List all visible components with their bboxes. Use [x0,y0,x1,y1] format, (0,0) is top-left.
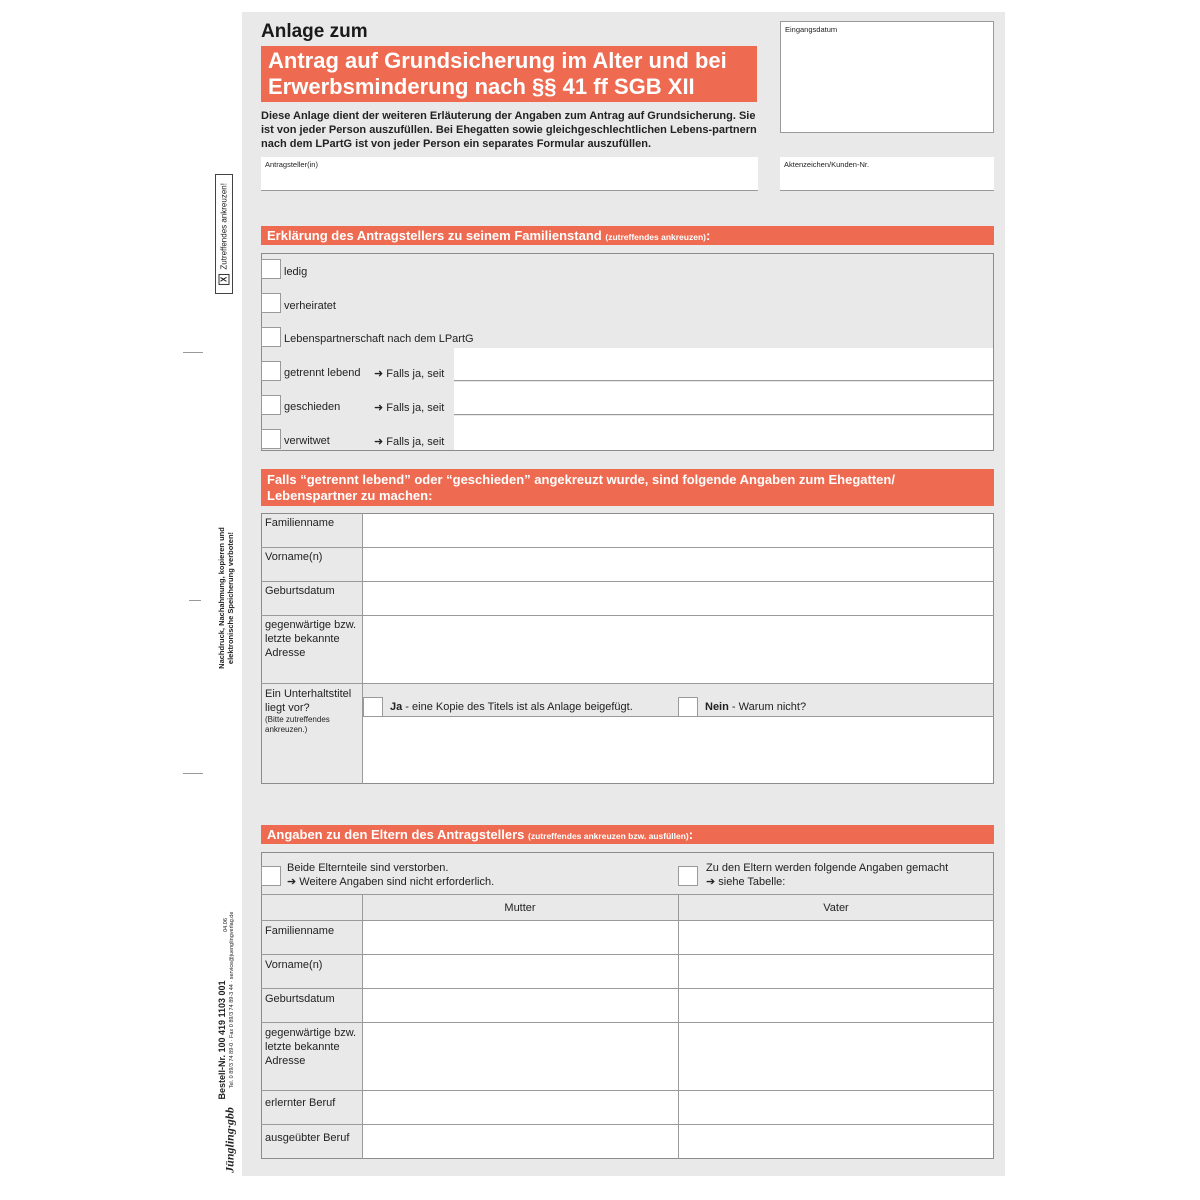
option-separated-label: getrennt lebend [284,367,361,379]
checkbox-parents-deceased[interactable] [261,866,281,886]
section2-title-text: Falls “getrennt lebend” oder “geschieden” angekreuzt wurde, sind folgende Angaben zum Ehegatten/ Lebenspartner zu machen: [267,472,895,503]
maintenance-yes-text: - eine Kopie des Titels ist als Anlage beigefügt. [402,701,633,713]
section3-title-note: (zutreffendes ankreuzen bzw. ausfüllen) [528,831,689,841]
maintenance-question-label: Ein Unterhaltstitel liegt vor? [265,688,352,714]
intro-text: Diese Anlage dient der weiteren Erläuterung der Angaben zum Antrag auf Grundsicherung. Sie ist von jeder Person auszufüllen. Bei Ehegatten sowie gleichgeschlechtlichen Lebens-partnern nach dem LPartG ist von jeder Person ein separates Formular auszufüllen. [261,110,757,150]
mother-lastname-field[interactable] [363,921,678,954]
row-divider [261,683,994,684]
widowed-since-field[interactable] [454,416,993,450]
copyright-line-1: Nachdruck, Nachahmung, kopieren und [217,527,226,669]
file-number-field[interactable] [780,157,994,191]
option-divorced-label: geschieden [284,401,341,413]
widowed-since-label: ➜ Falls ja, seit [374,436,445,448]
maintenance-reason-field[interactable] [363,717,993,783]
row-divider [261,894,994,895]
copyright-note [217,527,235,669]
separated-since-label: ➜ Falls ja, seit [374,368,445,380]
mother-birthdate-field[interactable] [363,989,678,1022]
parents-info-line-1: Zu den Eltern werden folgende Angaben gemacht [706,862,949,874]
mother-firstname-field[interactable] [363,955,678,988]
mother-trained-job-field[interactable] [363,1091,678,1124]
section-parents-title [261,825,994,844]
separated-since-field[interactable] [454,348,993,381]
maintenance-question [265,687,360,735]
checkbox-partnership[interactable] [261,327,281,347]
checkbox-divorced[interactable] [261,395,281,415]
column-father-header: Vater [823,902,849,914]
father-firstname-field[interactable] [679,955,993,988]
version-code: 04.06 [223,918,229,932]
mother-current-job-field[interactable] [363,1125,678,1158]
parents-info-line-2: ➔ siehe Tabelle: [706,876,786,888]
fold-mark [183,352,203,353]
check-mark: X [219,274,230,285]
spouse-lastname-label: Familienname [265,517,335,529]
option-partnership-label: Lebenspartnerschaft nach dem LPartG [284,333,474,345]
section1-title-note: (zutreffendes ankreuzen) [605,232,706,242]
spouse-birthdate-field[interactable] [363,582,993,615]
contact-line: Tel. 0 89/3 74 89-0 · Fax 0 89/3 74 89-3 44 · service@juenglingverlag.de [229,911,235,1089]
receipt-date-field[interactable] [780,21,994,133]
maintenance-yes-bold: Ja [390,701,403,713]
parents-address-label: gegenwärtige bzw. letzte bekannte Adresse [265,1027,357,1067]
spouse-lastname-field[interactable] [363,514,993,547]
checkbox-separated[interactable] [261,361,281,381]
checkbox-maintenance-no[interactable] [678,697,698,717]
form-title-line-1: Antrag auf Grundsicherung im Alter und bei [268,48,727,73]
parents-deceased-line-2: ➔ Weitere Angaben sind nicht erforderlich. [287,876,495,888]
father-current-job-field[interactable] [679,1125,993,1158]
check-hint-box [215,174,233,294]
parents-firstname-label: Vorname(n) [265,959,323,971]
maintenance-no-label [705,701,806,713]
option-widowed-label: verwitwet [284,435,330,447]
parents-info-label [706,861,948,889]
spouse-address-label: gegenwärtige bzw. letzte bekannte Adresse [265,619,357,659]
father-lastname-field[interactable] [679,921,993,954]
parents-deceased-label [287,861,494,889]
father-trained-job-field[interactable] [679,1091,993,1124]
publisher-logo: Jüngling·gbb [222,1107,237,1173]
check-hint-label: Zutreffendes ankreuzen! [219,183,229,270]
applicant-field[interactable] [261,157,758,191]
receipt-date-label: Eingangsdatum [785,25,838,34]
checkbox-married[interactable] [261,293,281,313]
checkbox-parents-info[interactable] [678,866,698,886]
copyright-line-2: elektronische Speicherung verboten! [226,531,235,665]
mother-address-field[interactable] [363,1023,678,1090]
parents-birthdate-label: Geburtsdatum [265,993,335,1005]
checkbox-single[interactable] [261,259,281,279]
maintenance-no-bold: Nein [705,701,729,713]
section1-title-text: Erklärung des Antragstellers zu seinem Familienstand [267,228,602,243]
parents-deceased-line-1: Beide Elternteile sind verstorben. [287,862,449,874]
check-hint-text [220,183,229,285]
order-number: Bestell-Nr. 100 419 1103 001 [217,980,227,1100]
father-address-field[interactable] [679,1023,993,1090]
parents-current-job-label: ausgeübter Beruf [265,1132,350,1144]
section3-title-colon: : [688,827,694,842]
maintenance-yes-label [390,701,633,713]
option-married-label: verheiratet [284,300,336,312]
option-single-label: ledig [284,266,308,278]
section1-title-colon: : [705,228,711,243]
maintenance-question-note: (Bitte zutreffendes ankreuzen.) [265,715,330,734]
form-title-line-2: Erwerbsminderung nach §§ 41 ff SGB XII [268,74,695,99]
form-subtitle: Anlage zum [261,21,368,42]
column-divider [678,920,679,1159]
parents-lastname-label: Familienname [265,925,335,937]
spouse-firstname-field[interactable] [363,548,993,581]
parents-trained-job-label: erlernter Beruf [265,1097,336,1109]
checkbox-maintenance-yes[interactable] [363,697,383,717]
divorced-since-field[interactable] [454,382,993,415]
divorced-since-label: ➜ Falls ja, seit [374,402,445,414]
file-number-label: Aktenzeichen/Kunden-Nr. [784,160,870,169]
father-birthdate-field[interactable] [679,989,993,1022]
checkbox-widowed[interactable] [261,429,281,449]
spouse-firstname-label: Vorname(n) [265,551,323,563]
spouse-birthdate-label: Geburtsdatum [265,585,335,597]
form-title [261,46,757,102]
fold-mark [183,773,203,774]
section-spouse-title [261,469,994,506]
section3-title-text: Angaben zu den Eltern des Antragstellers [267,827,525,842]
section-marital-status-title [261,226,994,245]
column-mother-header: Mutter [504,902,536,914]
applicant-label: Antragsteller(in) [265,160,318,169]
spouse-address-field[interactable] [363,616,993,683]
maintenance-no-text: - Warum nicht? [728,701,807,713]
punch-mark [189,600,201,601]
